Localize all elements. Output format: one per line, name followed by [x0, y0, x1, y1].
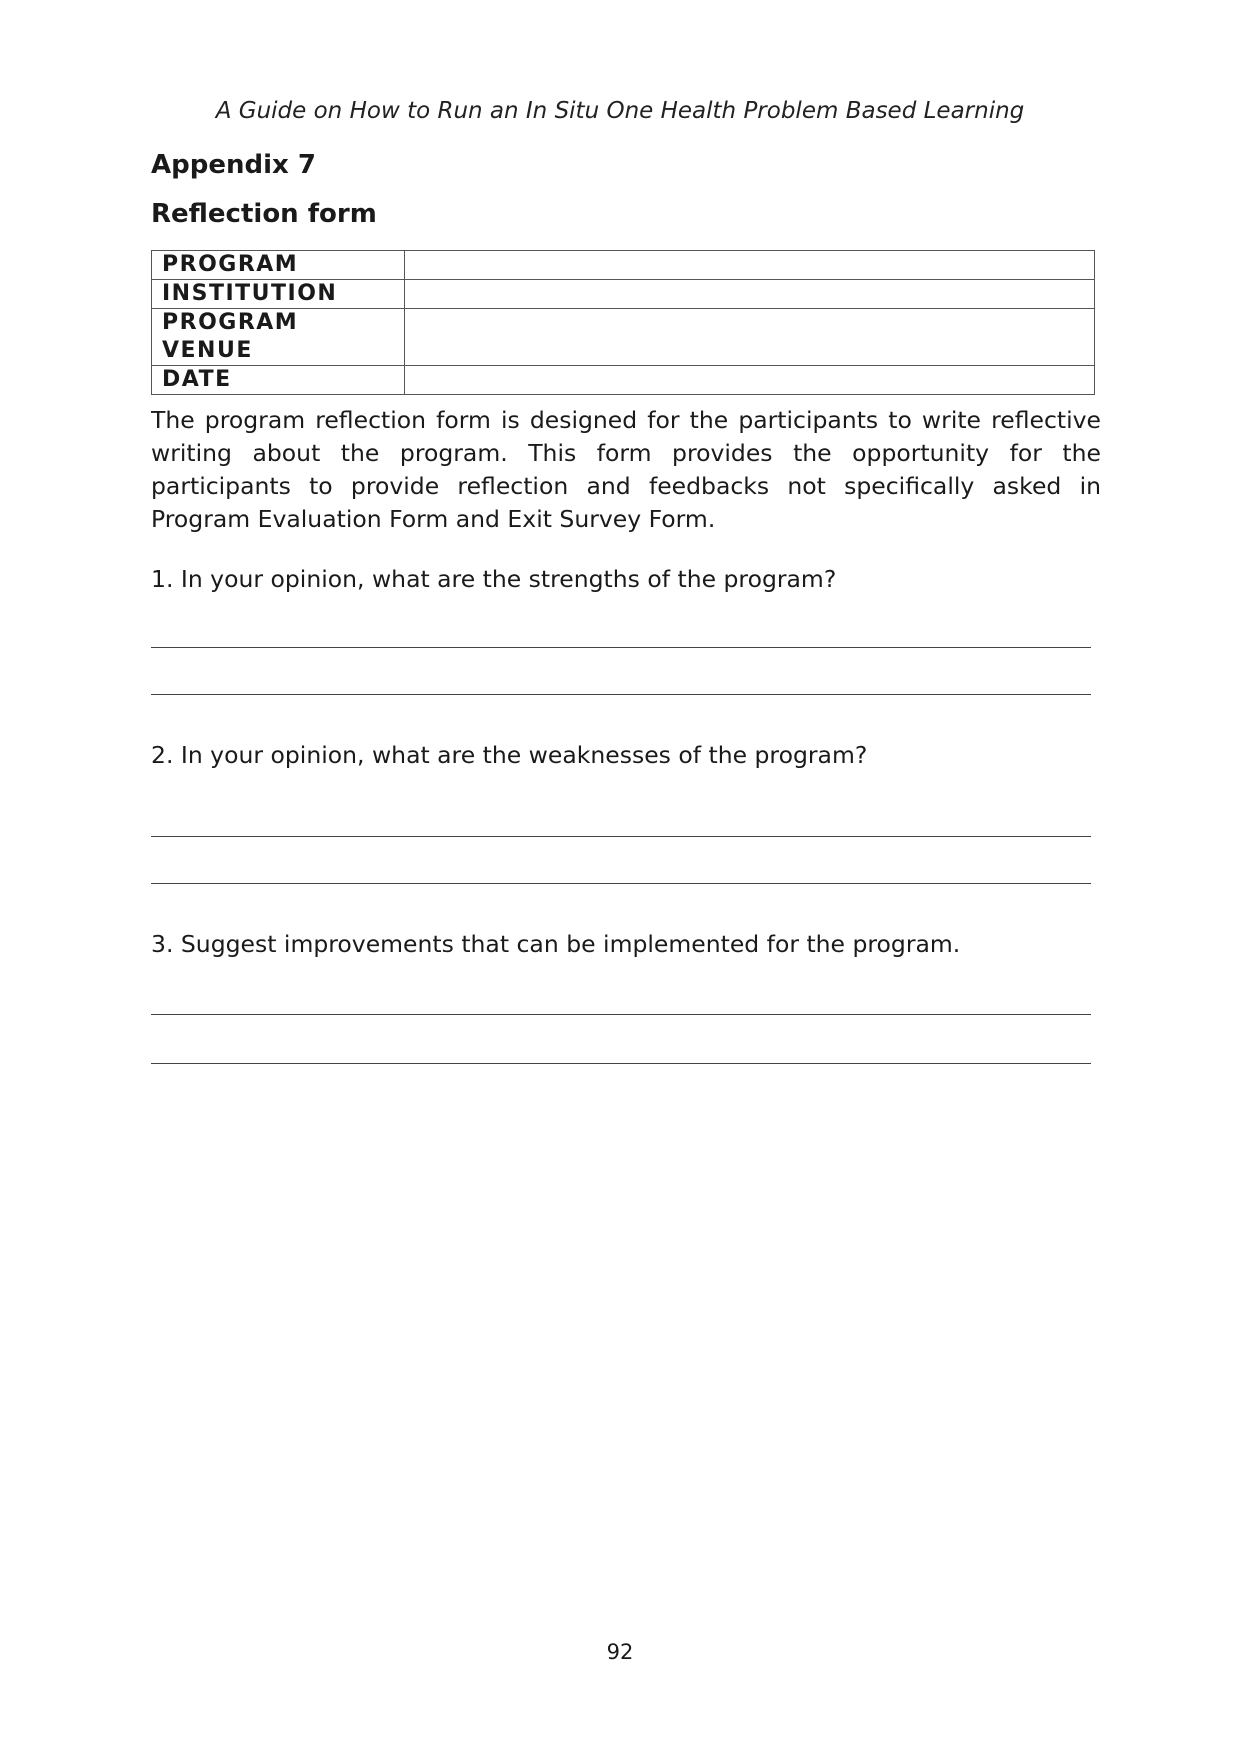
table-row — [152, 280, 1095, 309]
answer-line-1b[interactable] — [151, 694, 1091, 695]
row-label-date: DATE — [152, 366, 405, 395]
program-info-table — [151, 250, 1095, 395]
table-row — [152, 309, 1095, 366]
answer-line-2b[interactable] — [151, 883, 1091, 884]
row-label-program-venue: PROGRAM VENUE — [152, 309, 405, 366]
institution-field[interactable] — [405, 280, 1095, 309]
question-2: 2. In your opinion, what are the weaknesses of the program? — [151, 741, 868, 769]
date-field[interactable] — [405, 366, 1095, 395]
program-venue-field[interactable] — [405, 309, 1095, 366]
question-3: 3. Suggest improvements that can be implemented for the program. — [151, 930, 961, 958]
page-number: 92 — [606, 1640, 634, 1664]
intro-paragraph: The program reflection form is designed for the participants to write reflective writing about the program. This form provides the opportunity for the participants to provide reflection and feedbacks not specifically asked in Program Evaluation Form and Exit Survey Form. — [151, 406, 1101, 533]
appendix-title: Appendix 7 — [151, 150, 316, 180]
running-header: A Guide on How to Run an In Situ One Health Problem Based Learning — [215, 98, 1025, 124]
question-1: 1. In your opinion, what are the strengths of the program? — [151, 565, 837, 593]
answer-line-2a[interactable] — [151, 836, 1091, 837]
table-row — [152, 366, 1095, 395]
program-field[interactable] — [405, 251, 1095, 280]
answer-line-3b[interactable] — [151, 1063, 1091, 1064]
row-label-program: PROGRAM — [152, 251, 405, 280]
row-label-institution: INSTITUTION — [152, 280, 405, 309]
answer-line-3a[interactable] — [151, 1014, 1091, 1015]
answer-line-1a[interactable] — [151, 647, 1091, 648]
form-title: Reflection form — [151, 199, 377, 229]
table-row — [152, 251, 1095, 280]
